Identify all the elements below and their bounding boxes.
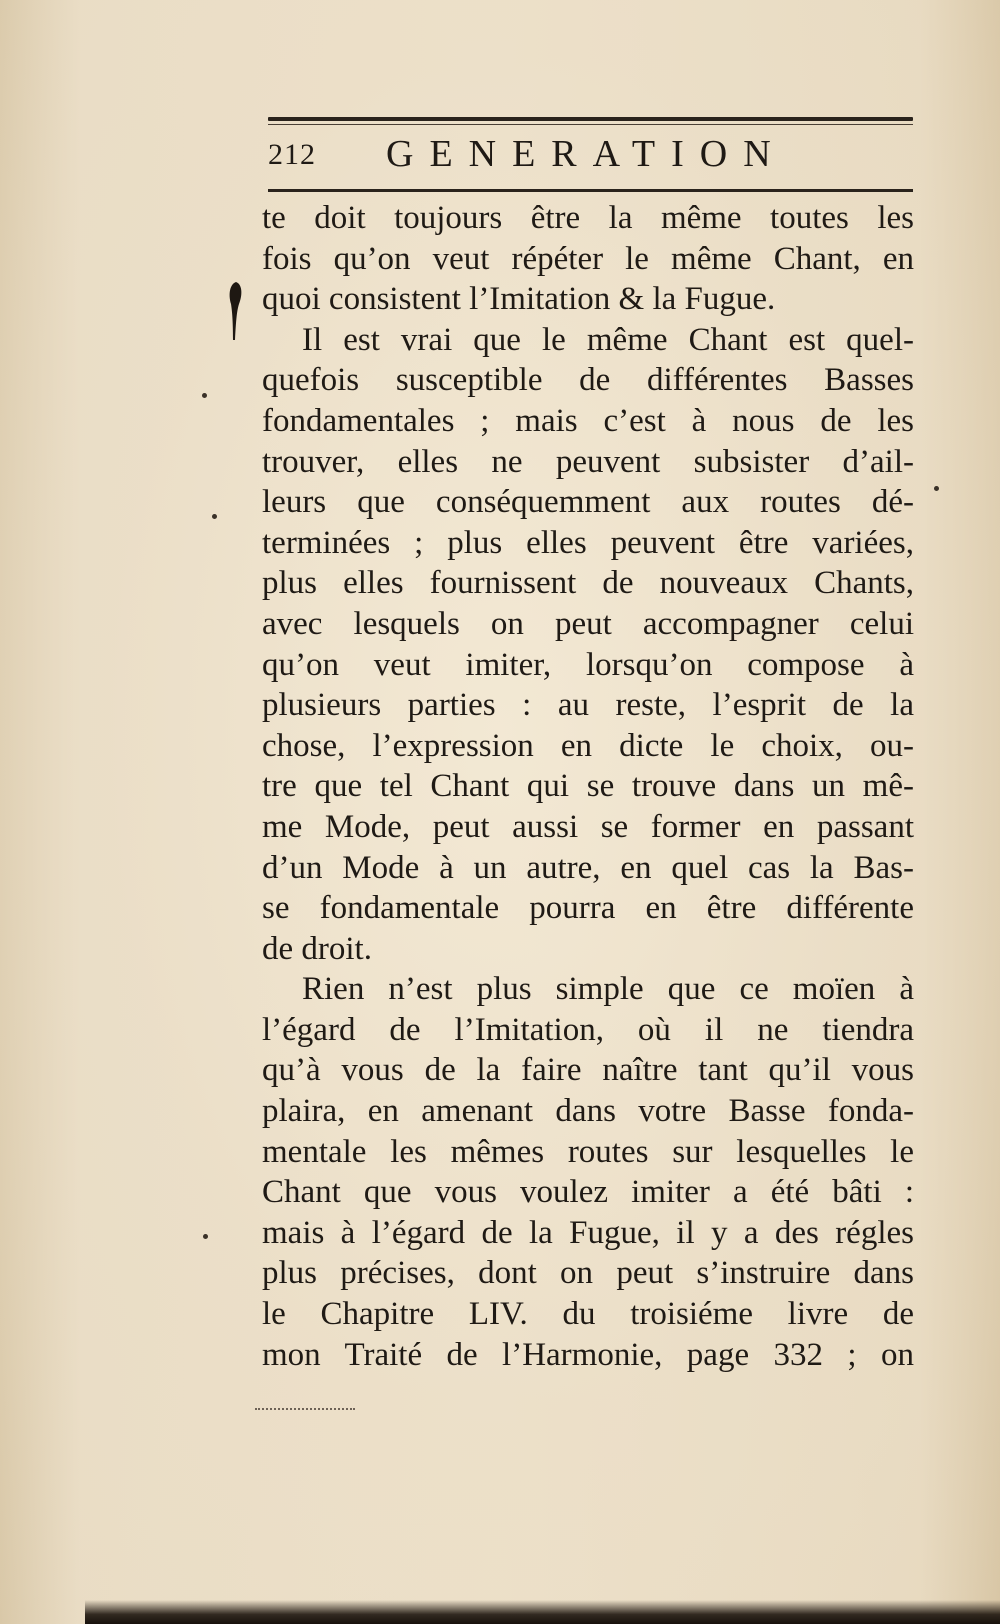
- text-line: mais à l’égard de la Fugue, il y a des régles: [262, 1214, 914, 1251]
- text-line: qu’à vous de la faire naître tant qu’il vous: [262, 1052, 914, 1089]
- text-line: tre que tel Chant qui se trouve dans un mê-: [262, 768, 914, 805]
- text-line: Rien n’est plus simple que ce moïen à: [302, 971, 914, 1008]
- text-line: Il est vrai que le même Chant est quel-: [302, 321, 914, 358]
- page-number: 212: [268, 138, 316, 171]
- text-line: plaira, en amenant dans votre Basse fonda-: [262, 1093, 914, 1130]
- text-line: terminées ; plus elles peuvent être variées,: [262, 524, 914, 561]
- header-rule-bottom: [268, 189, 913, 192]
- text-line: plus précises, dont on peut s’instruire dans: [262, 1255, 914, 1292]
- text-line: quoi consistent l’Imitation & la Fugue.: [262, 281, 776, 318]
- body-text: [262, 198, 914, 1375]
- running-title: GENERATION: [386, 133, 787, 175]
- text-line: plusieurs parties : au reste, l’esprit de la: [262, 687, 914, 724]
- ink-speck: [202, 393, 207, 398]
- text-line: d’un Mode à un autre, en quel cas la Bas-: [262, 849, 914, 886]
- ink-speck: [203, 1234, 208, 1239]
- text-line: leurs que conséquemment aux routes dé-: [262, 484, 914, 521]
- text-line: fois qu’on veut répéter le même Chant, en: [262, 240, 914, 277]
- page-bottom-shadow: [85, 1600, 1000, 1624]
- text-line: fondamentales ; mais c’est à nous de les: [262, 402, 914, 439]
- footer-dotted-mark: [255, 1408, 355, 1411]
- text-line: trouver, elles ne peuvent subsister d’ail-: [262, 443, 914, 480]
- text-line: quefois susceptible de différentes Basses: [262, 362, 914, 399]
- margin-ink-mark: [227, 280, 245, 344]
- ink-speck: [934, 486, 939, 491]
- header-rule-top: [268, 117, 913, 121]
- text-line: plus elles fournissent de nouveaux Chants,: [262, 565, 914, 602]
- text-line: de droit.: [262, 930, 372, 967]
- text-line: l’égard de l’Imitation, où il ne tiendra: [262, 1011, 914, 1048]
- text-line: me Mode, peut aussi se former en passant: [262, 808, 914, 845]
- text-line: le Chapitre LIV. du troisiéme livre de: [262, 1296, 914, 1333]
- text-line: se fondamentale pourra en être différente: [262, 890, 914, 927]
- text-line: Chant que vous voulez imiter a été bâti :: [262, 1174, 914, 1211]
- text-line: qu’on veut imiter, lorsqu’on compose à: [262, 646, 914, 683]
- text-line: te doit toujours être la même toutes les: [262, 200, 914, 236]
- text-line: mentale les mêmes routes sur lesquelles le: [262, 1133, 914, 1170]
- text-line: mon Traité de l’Harmonie, page 332 ; on: [262, 1336, 914, 1373]
- text-line: chose, l’expression en dicte le choix, ou-: [262, 727, 914, 764]
- running-head: [268, 124, 913, 186]
- text-line: avec lesquels on peut accompagner celui: [262, 605, 914, 642]
- ink-speck: [212, 514, 217, 519]
